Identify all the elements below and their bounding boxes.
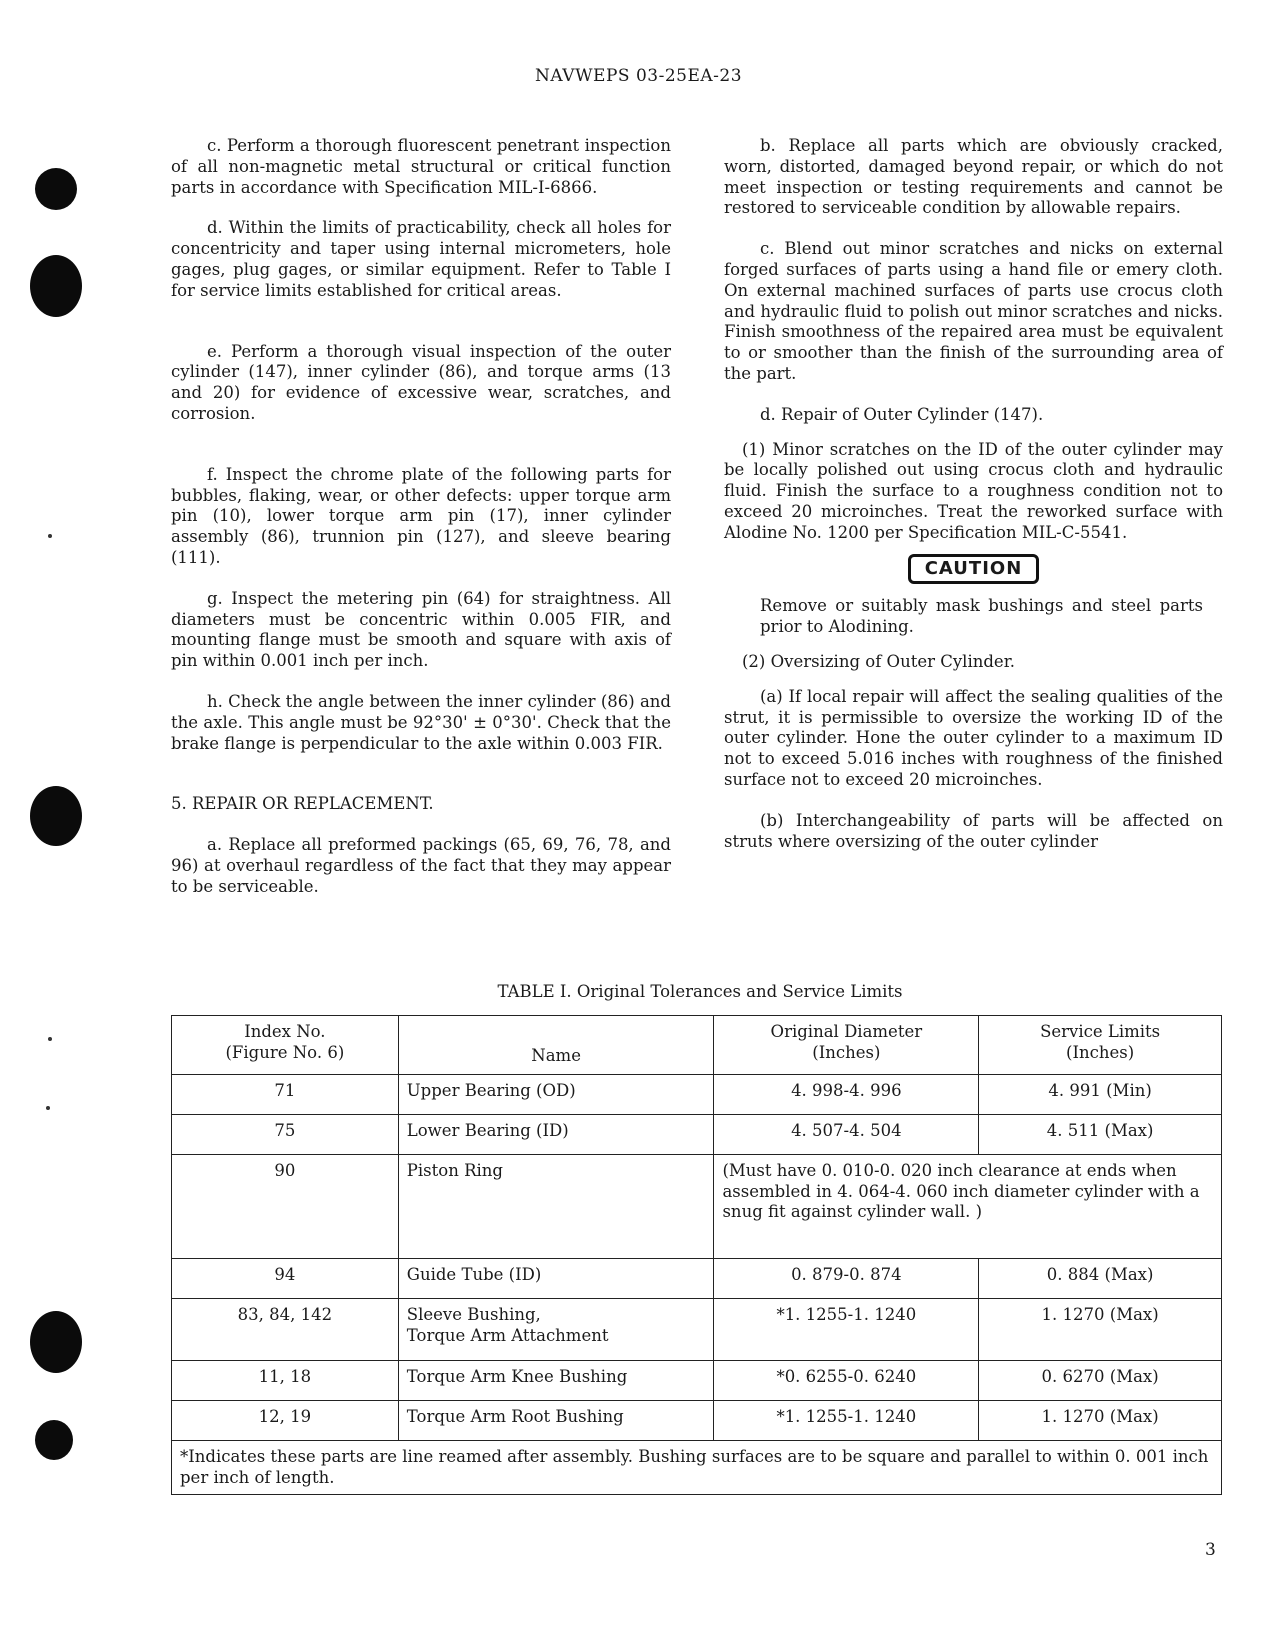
cell-name: Upper Bearing (OD) [398,1075,714,1115]
cell-name: Lower Bearing (ID) [398,1115,714,1155]
cell-original: *1. 1255-1. 1240 [714,1401,979,1441]
cell-service: 0. 6270 (Max) [979,1361,1222,1401]
cell-index: 75 [172,1115,399,1155]
cell-index: 11, 18 [172,1361,399,1401]
speck [46,1106,50,1110]
page-number: 3 [1205,1540,1216,1560]
header-index [172,1016,399,1075]
cell-service: 1. 1270 (Max) [979,1299,1222,1361]
paragraph-d1: (1) Minor scratches on the ID of the outer cylinder may be locally polished out using crocus cloth and hydraulic fluid. Finish the surface to a roughness condition not to exceed 20 microinches. Treat the reworked surface with Alodine No. 1200 per Specification MIL-C-5541. [724,439,1223,542]
table-row [172,1361,1222,1401]
paragraph-a: a. Replace all preformed packings (65, 69, 76, 78, and 96) at overhaul regardless of the fact that they may appear to be serviceable. [171,835,671,896]
cell-index: 71 [172,1075,399,1115]
paragraph-f: f. Inspect the chrome plate of the following parts for bubbles, flaking, wear, or other defects: upper torque arm pin (10), lower torque arm pin (17), inner cylinder assembly (86), trunnion pin (127), and sleeve bearing (111). [171,464,671,567]
paragraph-g: g. Inspect the metering pin (64) for straightness. All diameters must be concentric within 0.005 FIR, and mounting flange must be smooth and square with axis of pin within 0.001 inch per inch. [171,588,671,671]
header-index-line2: (Figure No. 6) [225,1042,345,1062]
cell-original: *1. 1255-1. 1240 [714,1299,979,1361]
cell-name: Torque Arm Root Bushing [398,1401,714,1441]
header-original [714,1016,979,1075]
table-title: TABLE I. Original Tolerances and Service Limits [497,982,903,1001]
caution-text: Remove or suitably mask bushings and steel parts prior to Alodining. [760,596,1203,637]
table-row [172,1115,1222,1155]
binder-hole-1 [35,168,77,210]
paragraph-c: c. Perform a thorough fluorescent penetrant inspection of all non-magnetic metal structural or critical function parts in accordance with Specification MIL-I-6866. [171,136,671,197]
cell-index: 83, 84, 142 [172,1299,399,1361]
cell-index: 94 [172,1259,399,1299]
cell-original: 0. 879-0. 874 [714,1259,979,1299]
cell-name-line2: Torque Arm Attachment [406,1325,609,1345]
paragraph-e: e. Perform a thorough visual inspection of the outer cylinder (147), inner cylinder (86), and torque arms (13 and 20) for evidence of excessive wear, scratches, and corrosion. [171,341,671,423]
paragraph-d-repair: d. Repair of Outer Cylinder (147). [760,404,1044,424]
cell-service: 0. 884 (Max) [979,1259,1222,1299]
right-column [724,136,1223,872]
cell-index: 90 [172,1155,399,1259]
cell-name: Torque Arm Knee Bushing [398,1361,714,1401]
binder-hole-4 [30,1311,82,1373]
paragraph-c-repair: c. Blend out minor scratches and nicks on external forged surfaces of parts using a hand file or emery cloth. On external machined surfaces of parts use crocus cloth and hydraulic fluid to polish out minor scratches and nicks. Finish smoothness of the repaired area must be equivalent to or smoother than the finish of the surrounding area of the part. [724,239,1223,383]
cell-service: 1. 1270 (Max) [979,1401,1222,1441]
document-header: NAVWEPS 03-25EA-23 [534,66,743,86]
paragraph-d2: (2) Oversizing of Outer Cylinder. [742,651,1016,671]
cell-name: Piston Ring [398,1155,714,1259]
table-row [172,1299,1222,1361]
left-column [171,136,671,918]
binder-hole-2 [30,255,82,317]
table-header-row [172,1016,1222,1075]
tolerances-table [171,1015,1222,1495]
table-row [172,1075,1222,1115]
header-service [979,1016,1222,1075]
header-index-line1: Index No. [244,1022,326,1041]
section-heading: 5. REPAIR OR REPLACEMENT. [171,794,434,814]
cell-original: *0. 6255-0. 6240 [714,1361,979,1401]
speck [48,534,52,538]
paragraph-d: d. Within the limits of practicability, check all holes for concentricity and taper using internal micrometers, hole gages, plug gages, or similar equipment. Refer to Table I for service limits established for critical areas. [171,218,671,300]
paragraph-d2a: (a) If local repair will affect the sealing qualities of the strut, it is permissible to oversize the working ID of the outer cylinder. Hone the outer cylinder to a maximum ID not to exceed 5.016 inches with roughness of the finished surface not to exceed 20 microinches. [724,686,1223,789]
paragraph-d2b: (b) Interchangeability of parts will be affected on struts where oversizing of the outer cylinder [724,810,1223,851]
table-footnote-row [172,1441,1222,1495]
header-service-line1: Service Limits [1040,1022,1161,1041]
binder-hole-3 [30,786,82,846]
header-original-line2: (Inches) [812,1042,881,1062]
caution-box [724,554,1223,585]
paragraph-b: b. Replace all parts which are obviously cracked, worn, distorted, damaged beyond repair, or which do not meet inspection or testing requirements and cannot be restored to serviceable condition by allowable repairs. [724,136,1223,218]
cell-index: 12, 19 [172,1401,399,1441]
header-name: Name [398,1016,714,1075]
cell-service: 4. 991 (Min) [979,1075,1222,1115]
cell-service: 4. 511 (Max) [979,1115,1222,1155]
cell-original: 4. 998-4. 996 [714,1075,979,1115]
header-service-line2: (Inches) [1066,1042,1135,1062]
cell-name-line1: Sleeve Bushing, [406,1305,541,1324]
header-original-line1: Original Diameter [770,1022,923,1041]
table-footnote: *Indicates these parts are line reamed after assembly. Bushing surfaces are to be square and parallel to within 0. 001 inch per inch of length. [172,1441,1222,1495]
table-row [172,1155,1222,1259]
speck [48,1037,52,1041]
caution-label: CAUTION [908,554,1040,585]
cell-name [398,1299,714,1361]
binder-hole-5 [35,1420,73,1460]
paragraph-h: h. Check the angle between the inner cylinder (86) and the axle. This angle must be 92°30' ± 0°30'. Check that the brake flange is perpendicular to the axle within 0.003 FIR. [171,691,671,753]
cell-original: 4. 507-4. 504 [714,1115,979,1155]
table-row [172,1259,1222,1299]
cell-name: Guide Tube (ID) [398,1259,714,1299]
table-row [172,1401,1222,1441]
cell-piston-ring-note: (Must have 0. 010-0. 020 inch clearance at ends when assembled in 4. 064-4. 060 inch diameter cylinder with a snug fit against cylinder wall. ) [714,1155,1222,1259]
